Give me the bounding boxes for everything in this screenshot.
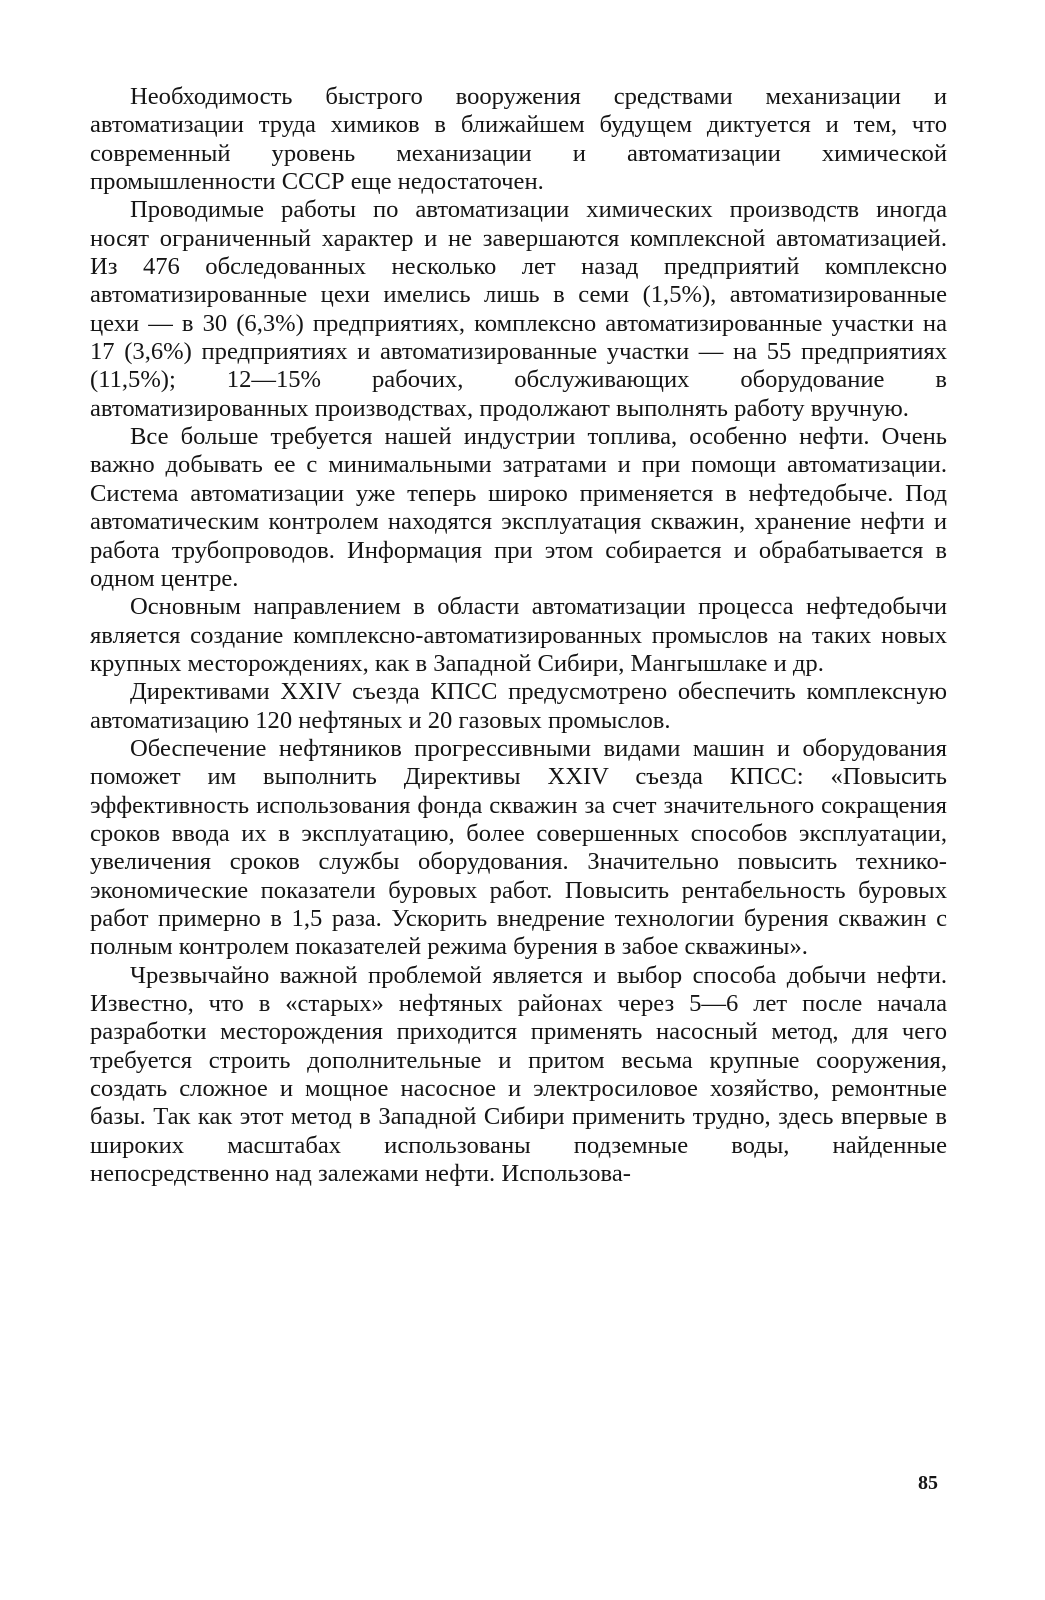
paragraph-3: Все больше требуется нашей индустрии топлива, особенно нефти. Очень важно добывать ее с минимальными затратами и при помощи автоматизации. Система автоматизации уже теперь широко применяется в нефтедобыче. Под автоматическим контролем находятся эксплуатация скважин, хранение нефти и работа трубопроводов. Информация при этом собирается и обрабатывается в одном центре.	[90, 423, 947, 592]
paragraph-5: Директивами XXIV съезда КПСС предусмотрено обеспечить комплексную автоматизацию 120 нефтяных и 20 газовых промыслов.	[90, 678, 947, 734]
paragraph-2: Проводимые работы по автоматизации химических производств иногда носят ограниченный характер и не завершаются комплексной автоматизацией. Из 476 обследованных несколько лет назад предприятий комплексно автоматизированные цехи имелись лишь в семи (1,5%), автоматизированные цехи — в 30 (6,3%) предприятиях, комплексно автоматизированные участки на 17 (3,6%) предприятиях и автоматизированные участки — на 55 предприятиях (11,5%); 12—15% рабочих, обслуживающих оборудование в автоматизированных производствах, продолжают выполнять работу вручную.	[90, 196, 947, 422]
paragraph-6: Обеспечение нефтяников прогрессивными видами машин и оборудования поможет им выполнить Директивы XXIV съезда КПСС: «Повысить эффективность использования фонда скважин за счет значительного сокращения сроков ввода их в эксплуатацию, более совершенных способов эксплуатации, увеличения сроков службы оборудования. Значительно повысить технико-экономические показатели буровых работ. Повысить рентабельность буровых работ примерно в 1,5 раза. Ускорить внедрение технологии бурения скважин с полным контролем показателей режима бурения в забое скважины».	[90, 734, 947, 961]
page-number: 85	[918, 1472, 938, 1494]
page-text	[90, 83, 947, 1188]
paragraph-1: Необходимость быстрого вооружения средствами механизации и автоматизации труда химиков в ближайшем будущем диктуется и тем, что современный уровень механизации и автоматизации химической промышленности СССР еще недостаточен.	[90, 83, 947, 196]
paragraph-7: Чрезвычайно важной проблемой является и выбор способа добычи нефти. Известно, что в «старых» нефтяных районах через 5—6 лет после начала разработки месторождения приходится применять насосный метод, для чего требуется строить дополнительные и притом весьма крупные сооружения, создать сложное и мощное насосное и электросиловое хозяйство, ремонтные базы. Так как этот метод в Западной Сибири применить трудно, здесь впервые в широких масштабах использованы подземные воды, найденные непосредственно над залежами нефти. Использова-	[90, 961, 947, 1188]
paragraph-4: Основным направлением в области автоматизации процесса нефтедобычи является создание комплексно-автоматизированных промыслов на таких новых крупных месторождениях, как в Западной Сибири, Мангышлаке и др.	[90, 593, 947, 677]
